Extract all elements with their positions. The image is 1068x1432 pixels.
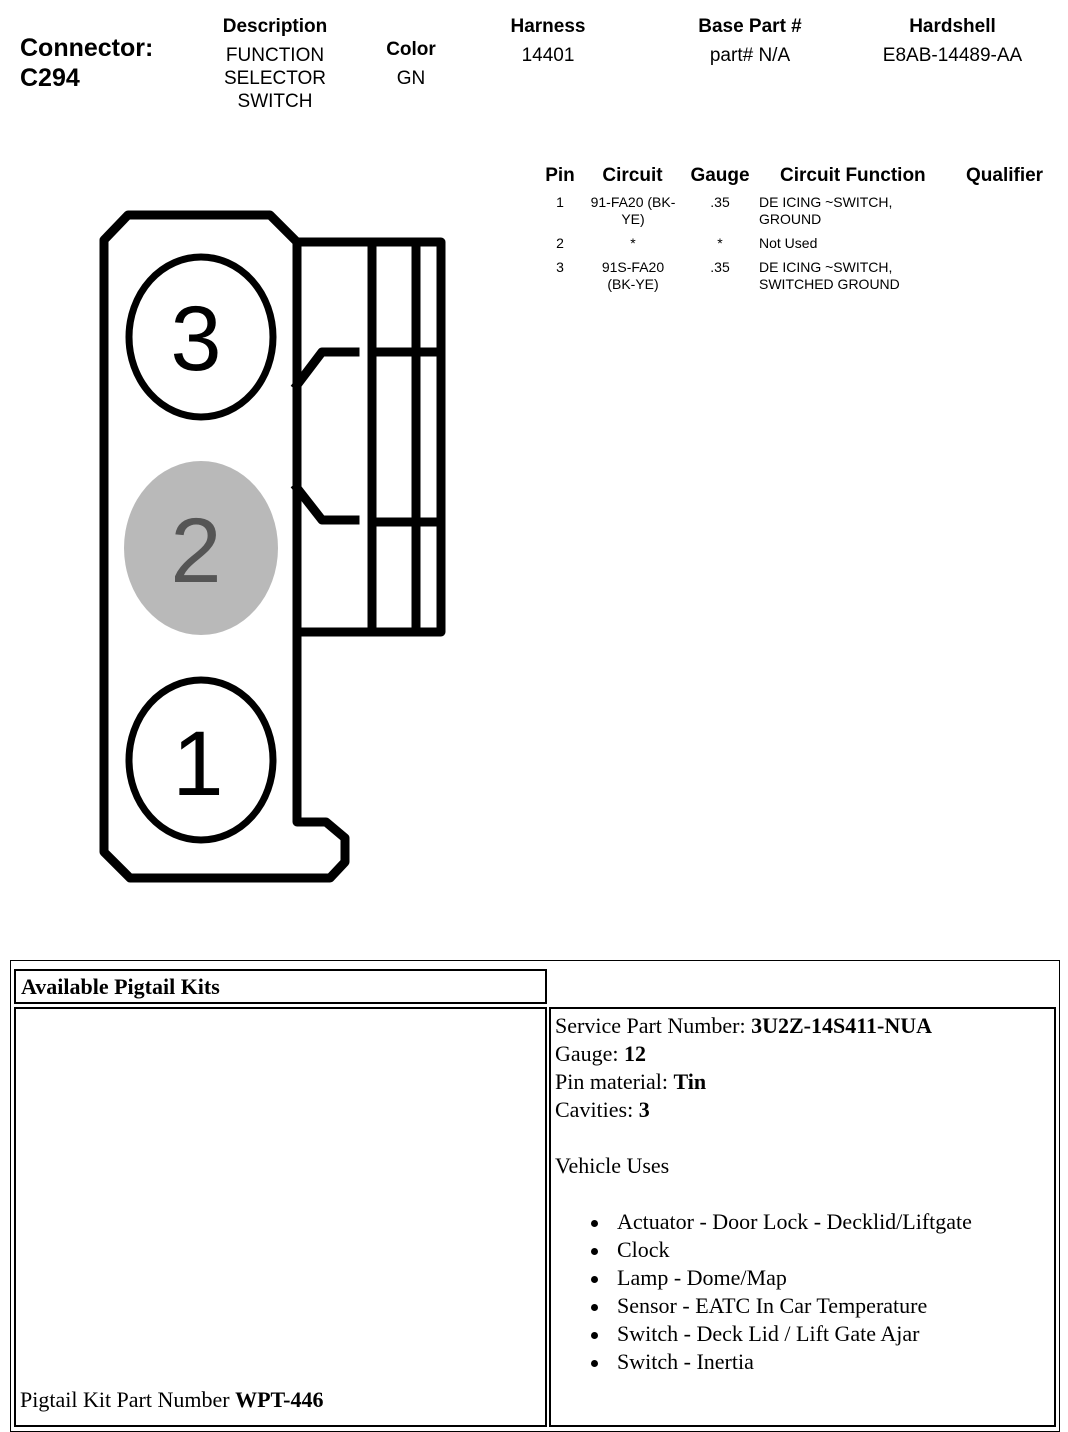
kit-gauge-label: Gauge:	[555, 1041, 625, 1066]
circuit-line: YE)	[621, 211, 645, 227]
pin-table-header-gauge: Gauge	[690, 165, 750, 186]
function-cell	[759, 259, 939, 293]
pin-number: 3	[170, 288, 222, 390]
cavities-label: Cavities:	[555, 1097, 639, 1122]
vehicle-uses-label: Vehicle Uses	[555, 1153, 670, 1178]
pin-table-header-qualifier: Qualifier	[966, 165, 1044, 186]
cavities-value: 3	[638, 1097, 650, 1122]
pin-table	[530, 165, 1060, 315]
pin-table-header-pin: Pin	[545, 165, 575, 186]
vehicle-use-item: Clock	[617, 1236, 1050, 1264]
connector-id: C294	[20, 64, 80, 92]
function-line: DE ICING ~SWITCH,	[759, 194, 893, 210]
vehicle-use-item: Sensor - EATC In Car Temperature	[617, 1292, 1050, 1320]
pin-number: 1	[172, 713, 224, 815]
kit-details-cell	[549, 1007, 1056, 1427]
circuit-line: 91S-FA20	[601, 259, 665, 275]
circuit-cell	[578, 194, 688, 228]
pigtail-kits-title: Available Pigtail Kits	[14, 969, 547, 1004]
circuit-cell	[578, 235, 688, 252]
vehicle-use-item: Switch - Deck Lid / Lift Gate Ajar	[617, 1320, 1050, 1348]
kit-gauge	[555, 1040, 1050, 1068]
description-line: SELECTOR	[223, 68, 327, 89]
kit-gauge-value: 12	[624, 1041, 647, 1066]
pigtail-kit-part-number	[20, 1387, 324, 1413]
vehicle-use-item: Switch - Inertia	[617, 1348, 1050, 1376]
function-line: GROUND	[759, 211, 822, 227]
function-line: Not Used	[759, 235, 818, 251]
pin-cell: 3	[556, 259, 564, 275]
pin-cavity-1	[129, 680, 273, 840]
circuit-line: 91-FA20 (BK-	[590, 194, 676, 210]
harness-value: 14401	[521, 45, 575, 66]
description-line: SWITCH	[237, 91, 313, 112]
service-part-number	[555, 1012, 1050, 1040]
pin-table-header-circuit: Circuit	[602, 165, 663, 186]
service-part-label: Service Part Number:	[555, 1013, 752, 1038]
kit-cavities	[555, 1096, 1050, 1124]
pin-cavity-2	[124, 461, 278, 635]
gauge-cell: *	[717, 235, 723, 251]
function-line: DE ICING ~SWITCH,	[759, 259, 893, 275]
pigtail-kit-label: Pigtail Kit Part Number	[20, 1387, 236, 1412]
gauge-cell: .35	[710, 194, 730, 210]
connector-face-diagram	[0, 0, 470, 900]
connector-label: Connector:	[20, 34, 154, 62]
base-part-value: part# N/A	[709, 45, 791, 66]
hardshell-label: Hardshell	[909, 16, 996, 37]
pin-cavity-3	[129, 257, 273, 417]
pin-cell: 2	[556, 235, 564, 251]
circuit-cell	[578, 259, 688, 293]
pin-material-value: Tin	[673, 1069, 707, 1094]
color-value: GN	[396, 68, 426, 89]
color-label: Color	[386, 39, 436, 60]
pin-number: 2	[170, 500, 222, 602]
harness-label: Harness	[510, 16, 586, 37]
circuit-line: (BK-YE)	[607, 276, 659, 292]
pin-cell: 1	[556, 194, 564, 210]
harness-column	[488, 16, 608, 67]
hardshell-column	[870, 16, 1035, 67]
hardshell-value: E8AB-14489-AA	[882, 45, 1023, 66]
base-part-column	[675, 16, 825, 67]
pigtail-kit-value: WPT-446	[235, 1387, 324, 1412]
base-part-label: Base Part #	[698, 16, 802, 37]
vehicle-uses-list	[617, 1208, 1050, 1376]
pigtail-kit-cell	[14, 1007, 547, 1427]
circuit-line: *	[630, 235, 636, 251]
vehicle-use-item: Lamp - Dome/Map	[617, 1264, 1050, 1292]
pin-table-header-circuit-function: Circuit Function	[780, 165, 926, 186]
gauge-cell: .35	[710, 259, 730, 275]
description-label: Description	[222, 16, 328, 37]
description-line: FUNCTION	[225, 45, 325, 66]
service-part-value: 3U2Z-14S411-NUA	[751, 1013, 933, 1038]
pin-material-label: Pin material:	[555, 1069, 674, 1094]
connector-latch-tab	[297, 352, 355, 520]
vehicle-use-item: Actuator - Door Lock - Decklid/Liftgate	[617, 1208, 1050, 1236]
function-cell	[759, 235, 939, 252]
function-cell	[759, 194, 939, 228]
kit-pin-material	[555, 1068, 1050, 1096]
function-line: SWITCHED GROUND	[759, 276, 900, 292]
